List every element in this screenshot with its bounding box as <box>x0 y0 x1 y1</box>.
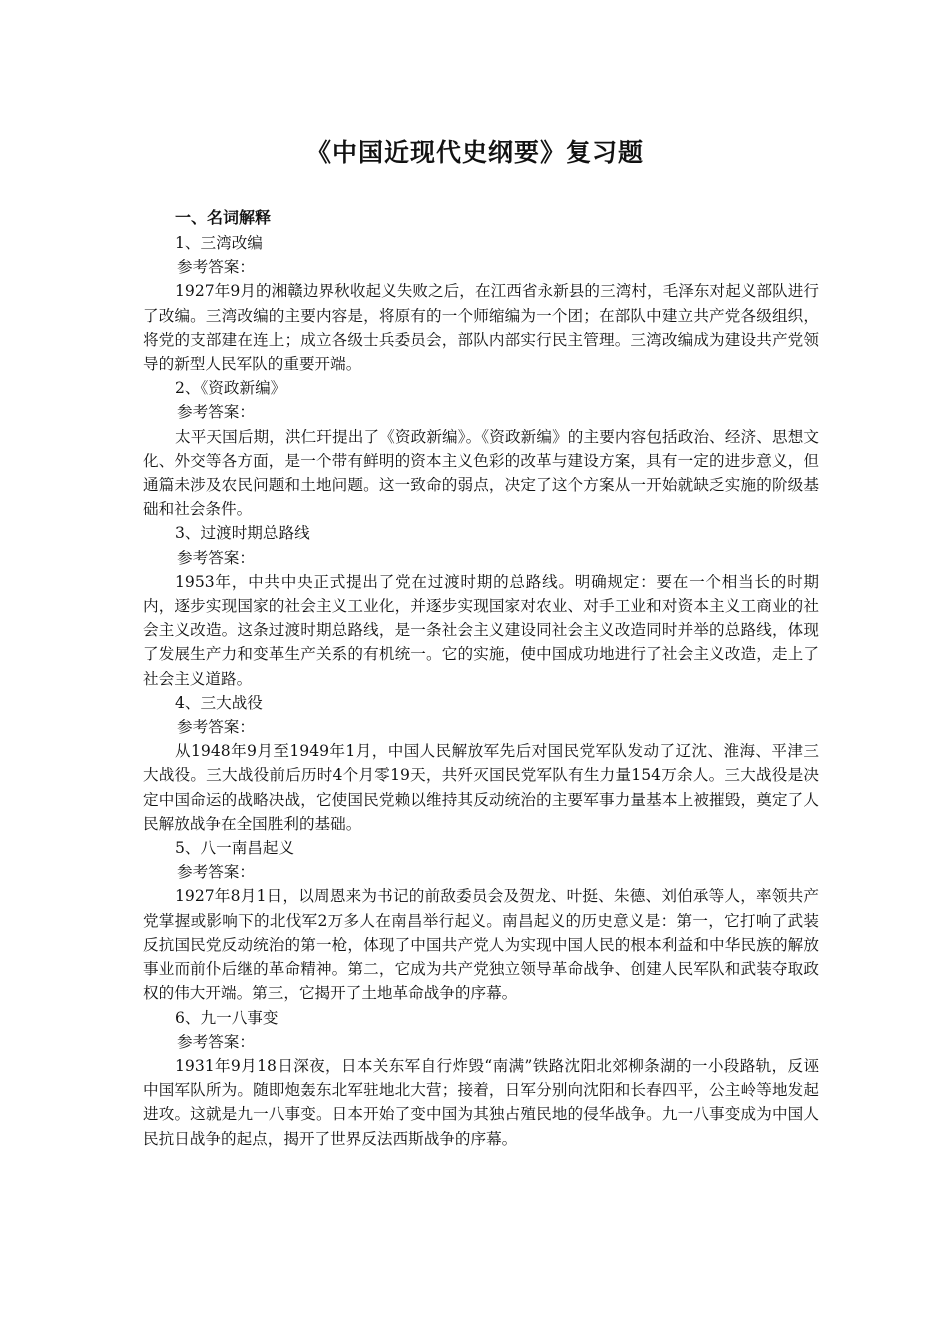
term-title: 3、过渡时期总路线 <box>175 524 310 543</box>
answer-text: 太平天国后期，洪仁玕提出了《资政新编》。《资政新编》的主要内容包括政治、经济、思想文化、外交等各方面，是一个带有鲜明的资本主义色彩的改革与建设方案，具有一定的进步意义，但通篇未涉及农民问题和土地问题。这一致命的弱点，决定了这个方案从一开始就缺乏实施的阶级基础和社会条件。 <box>143 427 819 519</box>
answer-text: 从1948年9月至1949年1月，中国人民解放军先后对国民党军队发动了辽沈、淮海、平津三大战役。三大战役前后历时4个月零19天，共歼灭国民党军队有生力量154万余人。三大战役是决定中国命运的战略决战，它使国民党赖以维持其反动统治的主要军事力量基本上被摧毁，奠定了人民解放战争在全国胜利的基础。 <box>143 742 819 833</box>
term-title: 5、八一南昌起义 <box>175 839 295 858</box>
answer-text: 1927年8月1日，以周恩来为书记的前敌委员会及贺龙、叶挺、朱德、刘伯承等人，率领共产党掌握或影响下的北伐军2万多人在南昌举行起义。南昌起义的历史意义是：第一，它打响了武装反抗国民党反动统治的第一枪，体现了中国共产党人为实现中国人民的根本利益和中华民族的解放事业而前仆后继的革命精神。第二，它成为共产党独立领导革命战争、创建人民军队和武装夺取政权的伟大开端。第三，它揭开了土地革命战争的序幕。 <box>143 887 819 1003</box>
entry-1 <box>143 231 819 376</box>
entry-4 <box>143 691 819 836</box>
answer-label: 参考答案： <box>177 1032 255 1051</box>
document-title: 《中国近现代史纲要》复习题 <box>305 138 644 167</box>
term-title: 6、九一八事变 <box>175 1008 279 1027</box>
answer-label: 参考答案： <box>177 718 255 737</box>
answer-label: 参考答案： <box>177 548 255 567</box>
entry-3 <box>143 521 819 690</box>
entry-6 <box>143 1006 819 1151</box>
term-title: 4、三大战役 <box>175 693 263 712</box>
answer-label: 参考答案： <box>177 863 255 882</box>
answer-text: 1953年，中共中央正式提出了党在过渡时期的总路线。明确规定：要在一个相当长的时期内，逐步实现国家的社会主义工业化，并逐步实现国家对农业、对手工业和对资本主义工商业的社会主义改造。这条过渡时期总路线，是一条社会主义建设同社会主义改造同时并举的总路线，体现了发展生产力和变革生产关系的有机统一。它的实施，使中国成功地进行了社会主义改造，走上了社会主义道路。 <box>143 572 819 688</box>
entry-2 <box>143 376 819 521</box>
entry-5 <box>143 836 819 1005</box>
answer-label: 参考答案： <box>177 258 255 277</box>
term-title: 2、《资政新编》 <box>175 379 287 398</box>
section-heading: 一、名词解释 <box>175 208 272 227</box>
term-title: 1、三湾改编 <box>175 234 263 252</box>
answer-label: 参考答案： <box>177 403 255 422</box>
answer-text: 1931年9月18日深夜，日本关东军自行炸毁“南满”铁路沈阳北郊柳条湖的一小段路轨，反诬中国军队所为。随即炮轰东北军驻地北大营；接着，日军分别向沈阳和长春四平，公主岭等地发起进攻。这就是九一八事变。日本开始了变中国为其独占殖民地的侵华战争。九一八事变成为中国人民抗日战争的起点，揭开了世界反法西斯战争的序幕。 <box>143 1056 819 1148</box>
answer-text: 1927年9月的湘赣边界秋收起义失败之后，在江西省永新县的三湾村，毛泽东对起义部队进行了改编。三湾改编的主要内容是，将原有的一个师缩编为一个团；在部队中建立共产党各级组织，将党的支部建在连上；成立各级士兵委员会，部队内部实行民主管理。三湾改编成为建设共产党领导的新型人民军队的重要开端。 <box>143 282 819 374</box>
document-body <box>143 205 819 1151</box>
